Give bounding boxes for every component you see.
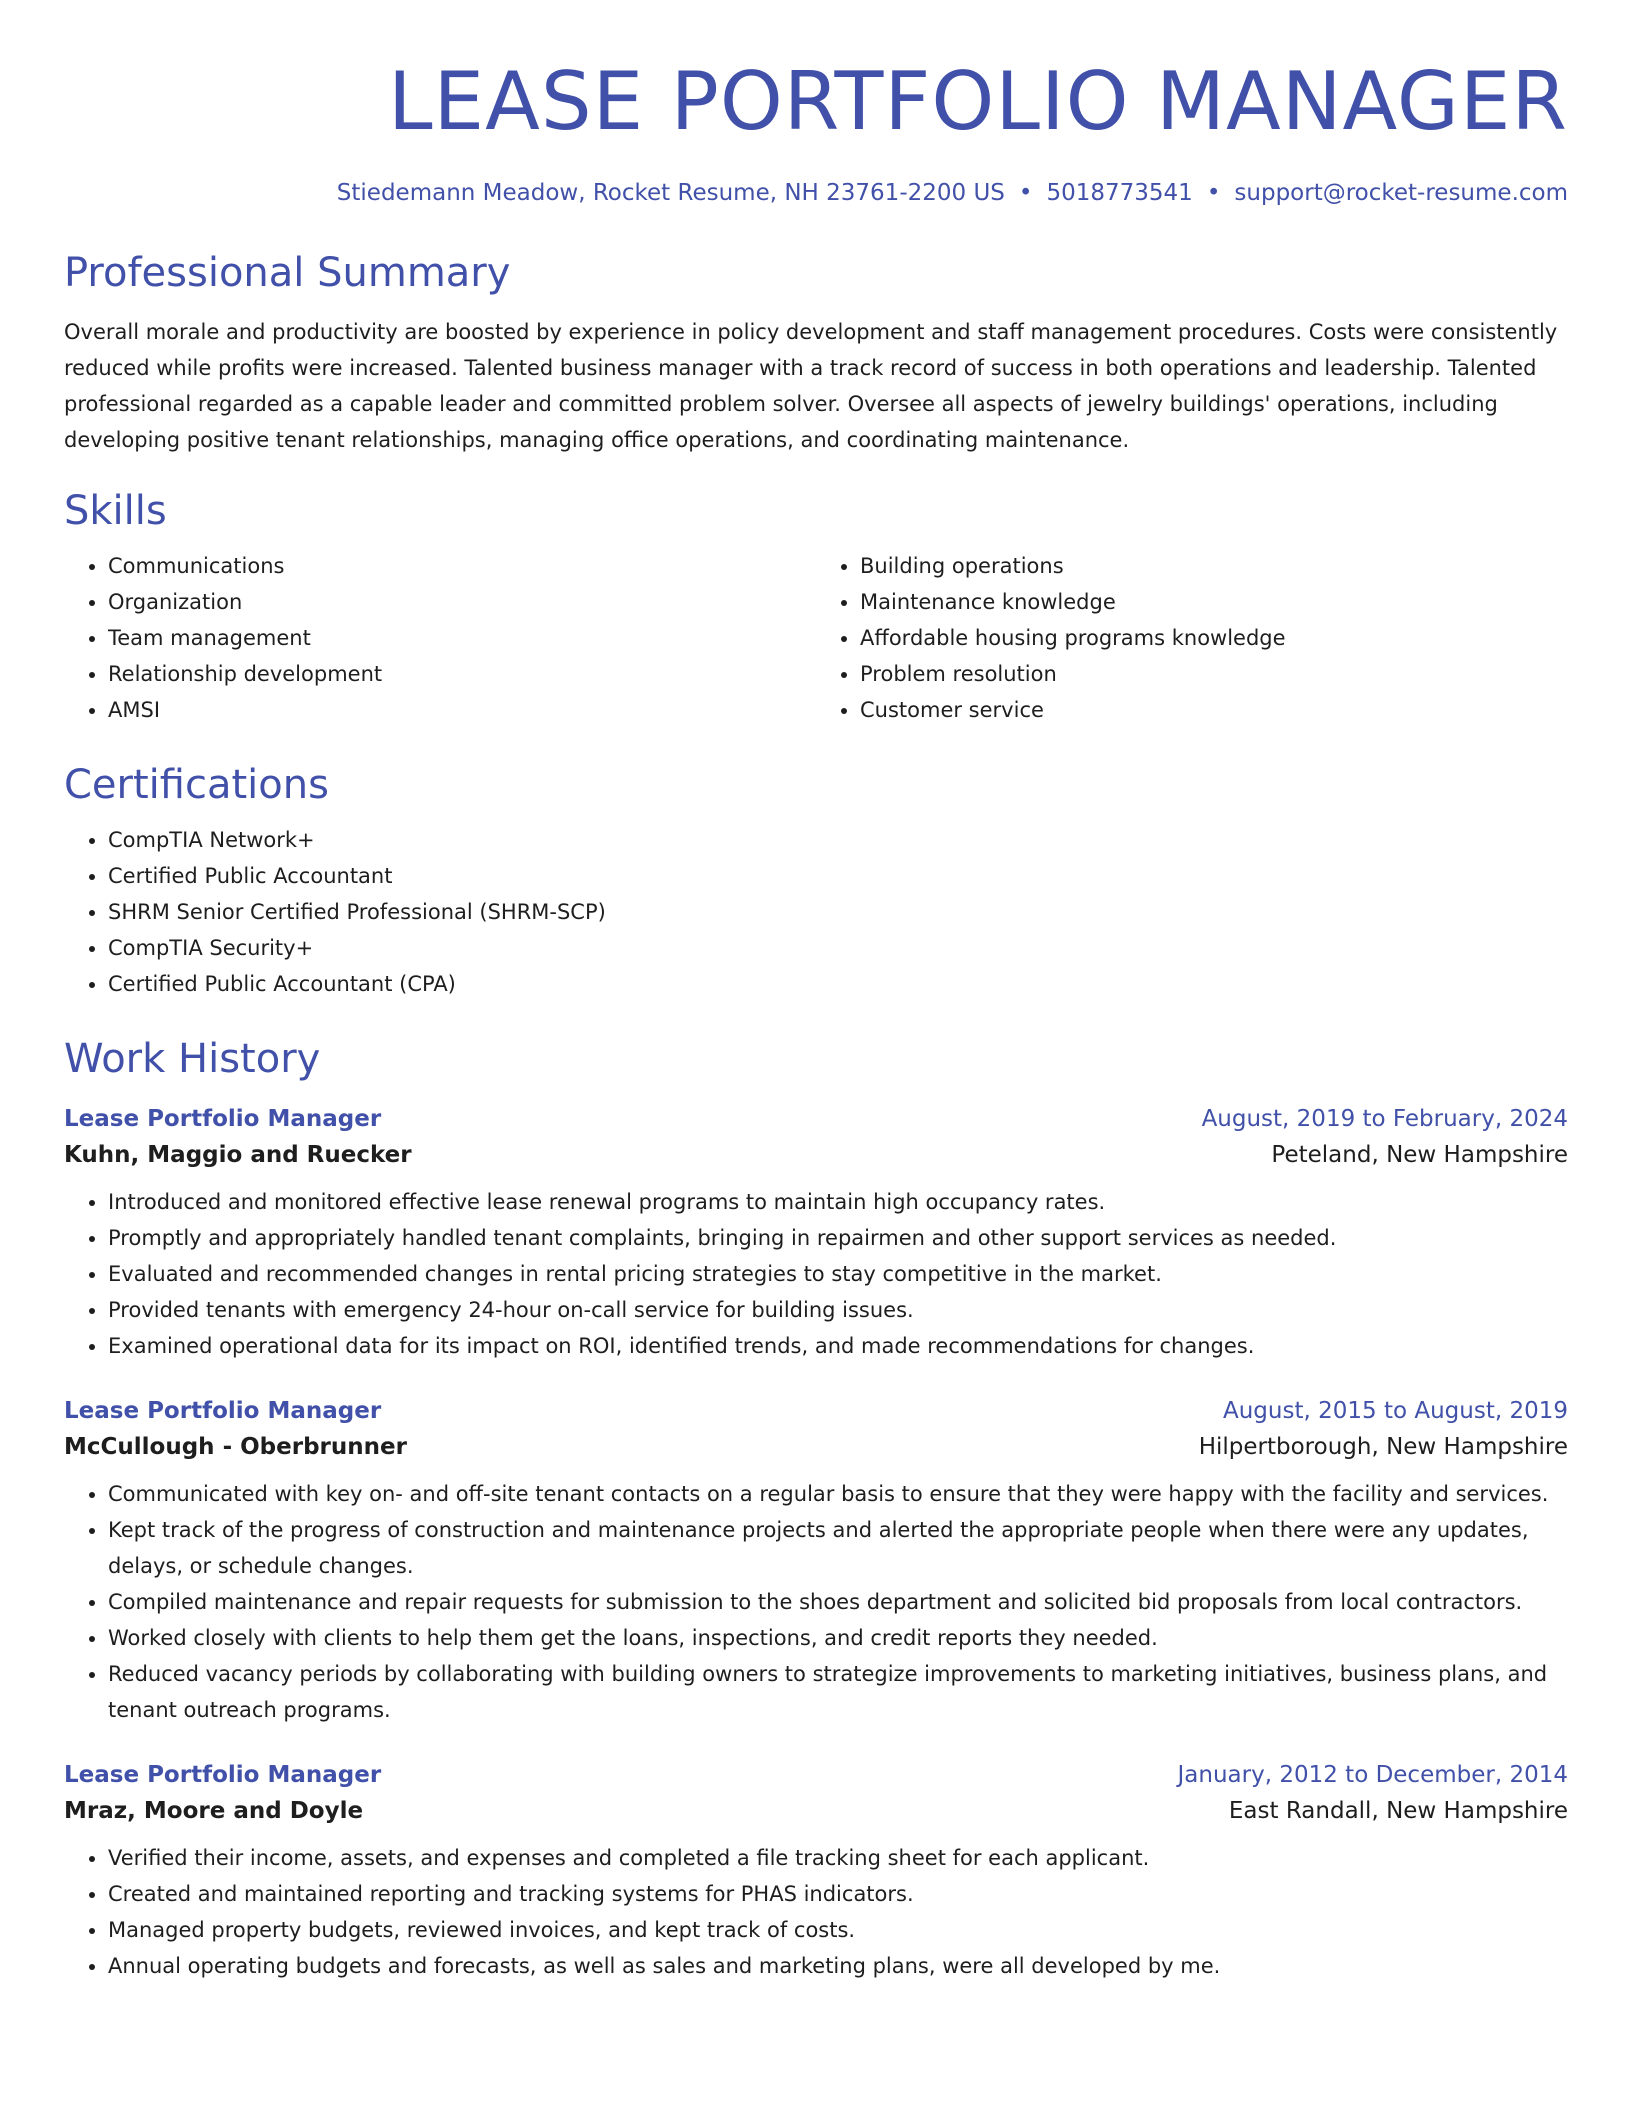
job-bullet: • Verified their income, assets, and expenses and completed a file tracking sheet for each applicant. [108,1840,1568,1876]
contact-phone: 5018773541 [1046,180,1193,206]
job-bullets [64,1476,1568,1728]
contact-separator: • [1018,180,1033,206]
job-company: Kuhn, Maggio and Ruecker [64,1142,412,1168]
skill-item: • Problem resolution [860,656,1568,692]
certifications-list [64,822,1568,1002]
contact-email[interactable]: support@rocket-resume.com [1234,180,1568,206]
job-bullet: • Promptly and appropriately handled tenant complaints, bringing in repairmen and other support services as needed. [108,1220,1568,1256]
certification-item: • CompTIA Network+ [108,822,1568,858]
contact-line [64,178,1568,208]
skill-item: • Affordable housing programs knowledge [860,620,1568,656]
job-dates: August, 2015 to August, 2019 [1223,1398,1568,1424]
skill-item: • Team management [108,620,816,656]
skills-columns [64,548,1568,728]
job-bullet: • Annual operating budgets and forecasts, as well as sales and marketing plans, were all developed by me. [108,1948,1568,1984]
skill-item: • Building operations [860,548,1568,584]
candidate-title: LEASE PORTFOLIO MANAGER [387,55,1568,148]
job-bullet: • Managed property budgets, reviewed invoices, and kept track of costs. [108,1912,1568,1948]
job-company: McCullough - Oberbrunner [64,1434,407,1460]
job-title: Lease Portfolio Manager [64,1106,382,1132]
certification-item: • SHRM Senior Certified Professional (SHRM-SCP) [108,894,1568,930]
skills-list-left [64,548,816,728]
skill-item: • Customer service [860,692,1568,728]
certification-item: • Certified Public Accountant [108,858,1568,894]
certification-item: • CompTIA Security+ [108,930,1568,966]
job-employer [64,1792,1568,1830]
job-location: Peteland, New Hampshire [1271,1142,1568,1168]
section-title-certifications: Certifications [64,762,329,808]
job-bullet: • Introduced and monitored effective lease renewal programs to maintain high occupancy rates. [108,1184,1568,1220]
job-employer [64,1428,1568,1466]
job-employer [64,1136,1568,1174]
job-bullet: • Compiled maintenance and repair requests for submission to the shoes department and solicited bid proposals from local contractors. [108,1584,1568,1620]
resume-header [64,52,1568,208]
job-header [64,1758,1568,1792]
job-location: East Randall, New Hampshire [1228,1798,1568,1824]
job-bullet: • Communicated with key on- and off-site tenant contacts on a regular basis to ensure that they were happy with the facility and services. [108,1476,1568,1512]
job-company: Mraz, Moore and Doyle [64,1798,364,1824]
job-entry [64,1758,1568,1984]
job-bullet: • Kept track of the progress of construction and maintenance projects and alerted the appropriate people when there were any updates, delays, or schedule changes. [108,1512,1568,1584]
job-title: Lease Portfolio Manager [64,1762,382,1788]
section-title-skills: Skills [64,488,167,534]
skill-item: • Relationship development [108,656,816,692]
job-bullet: • Reduced vacancy periods by collaborating with building owners to strategize improvements to marketing initiatives, business plans, and tenant outreach programs. [108,1656,1568,1728]
section-title-summary: Professional Summary [64,250,511,296]
job-bullet: • Examined operational data for its impact on ROI, identified trends, and made recommendations for changes. [108,1328,1568,1364]
skills-list-right [816,548,1568,728]
job-bullet: • Created and maintained reporting and tracking systems for PHAS indicators. [108,1876,1568,1912]
job-bullets [64,1840,1568,1984]
skill-item: • Organization [108,584,816,620]
job-entry [64,1394,1568,1728]
skill-item: • AMSI [108,692,816,728]
job-header [64,1102,1568,1136]
contact-separator: • [1206,180,1221,206]
work-history-section [64,1034,1568,1984]
job-header [64,1394,1568,1428]
job-entry [64,1102,1568,1364]
job-bullet: • Worked closely with clients to help them get the loans, inspections, and credit reports they needed. [108,1620,1568,1656]
job-bullets [64,1184,1568,1364]
skill-item: • Communications [108,548,816,584]
skills-section [64,486,1568,728]
job-title: Lease Portfolio Manager [64,1398,382,1424]
job-location: Hilpertborough, New Hampshire [1198,1434,1568,1460]
job-dates: January, 2012 to December, 2014 [1177,1762,1568,1788]
job-dates: August, 2019 to February, 2024 [1201,1106,1568,1132]
summary-section [64,248,1568,458]
section-title-work-history: Work History [64,1036,321,1082]
job-bullet: • Provided tenants with emergency 24-hour on-call service for building issues. [108,1292,1568,1328]
certification-item: • Certified Public Accountant (CPA) [108,966,1568,1002]
summary-text: Overall morale and productivity are boosted by experience in policy development and staff management procedures. Costs were consistently reduced while profits were increased. Talented business manager with a track record of success in both operations and leadership. Talented professional regarded as a capable leader and committed problem solver. Oversee all aspects of jewelry buildings' operations, including developing positive tenant relationships, managing office operations, and coordinating maintenance. [64,320,1558,452]
job-bullet: • Evaluated and recommended changes in rental pricing strategies to stay competitive in the market. [108,1256,1568,1292]
contact-address: Stiedemann Meadow, Rocket Resume, NH 23761-2200 US [336,180,1005,206]
skill-item: • Maintenance knowledge [860,584,1568,620]
certifications-section [64,760,1568,1002]
